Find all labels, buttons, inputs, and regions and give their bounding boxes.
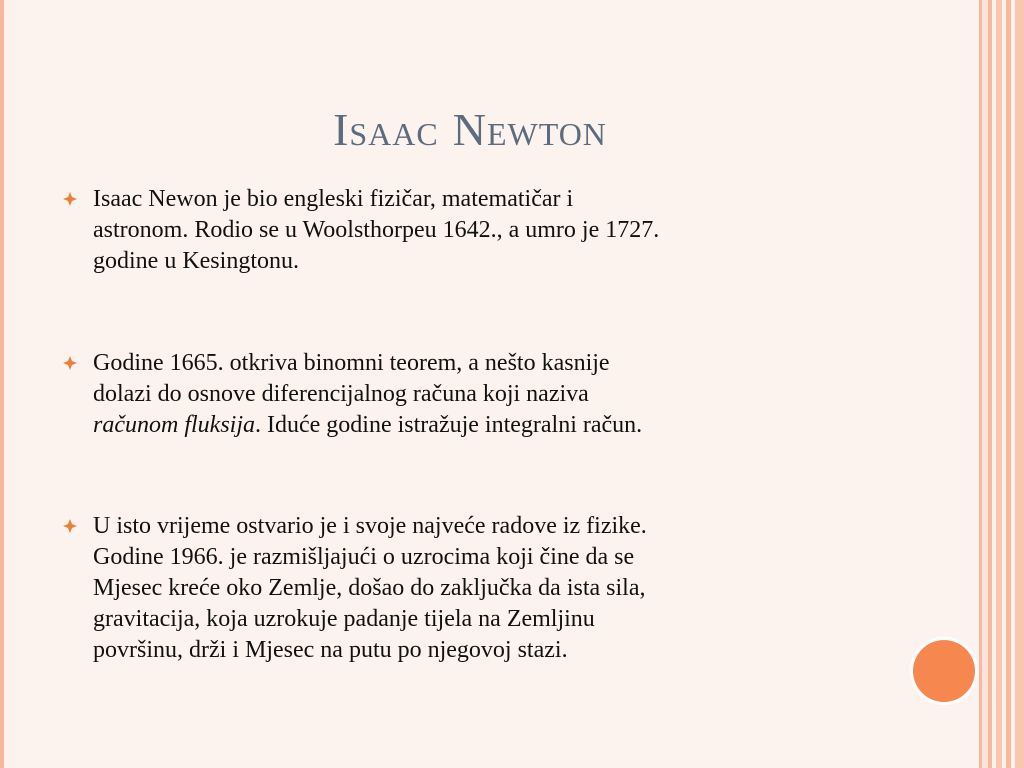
title-word-1: Isaac xyxy=(333,104,439,155)
item-line: Isaac Newon je bio engleski fizičar, matematičar i xyxy=(93,186,574,212)
list-item xyxy=(62,511,647,666)
item-line: Godine 1966. je razmišljajući o uzrocima koji čine da se xyxy=(93,544,635,570)
diamond-bullet-icon xyxy=(62,355,78,371)
item-line: dolazi do osnove diferencijalnog računa koji naziva xyxy=(93,381,589,407)
item-line: Godine 1665. otkriva binomni teorem, a nešto kasnije xyxy=(93,350,610,376)
item-line: gravitacija, koja uzrokuje padanje tijela na Zemljinu xyxy=(93,606,595,632)
item-line: godine u Kesingtonu. xyxy=(93,248,299,274)
item-line-rest: . Iduće godine istražuje integralni račun. xyxy=(255,412,643,438)
list-item xyxy=(62,184,659,277)
item-line: U isto vrijeme ostvario je i svoje najveće radove iz fizike. xyxy=(93,513,647,539)
item-line-mixed xyxy=(93,410,642,441)
item-line: površinu, drži i Mjesec na putu po njegovoj stazi. xyxy=(93,637,568,663)
list-item xyxy=(62,348,642,441)
decorative-circle xyxy=(913,640,975,702)
item-line: astronom. Rodio se u Woolsthorpeu 1642., a umro je 1727. xyxy=(93,217,660,243)
slide-title xyxy=(0,100,940,160)
diamond-bullet-icon xyxy=(62,191,78,207)
item-line: Mjesec kreće oko Zemlje, došao do zaključka da ista sila, xyxy=(93,575,646,601)
title-word-2: Newton xyxy=(452,104,607,155)
italic-term: računom fluksija xyxy=(93,412,255,438)
diamond-bullet-icon xyxy=(62,518,78,534)
